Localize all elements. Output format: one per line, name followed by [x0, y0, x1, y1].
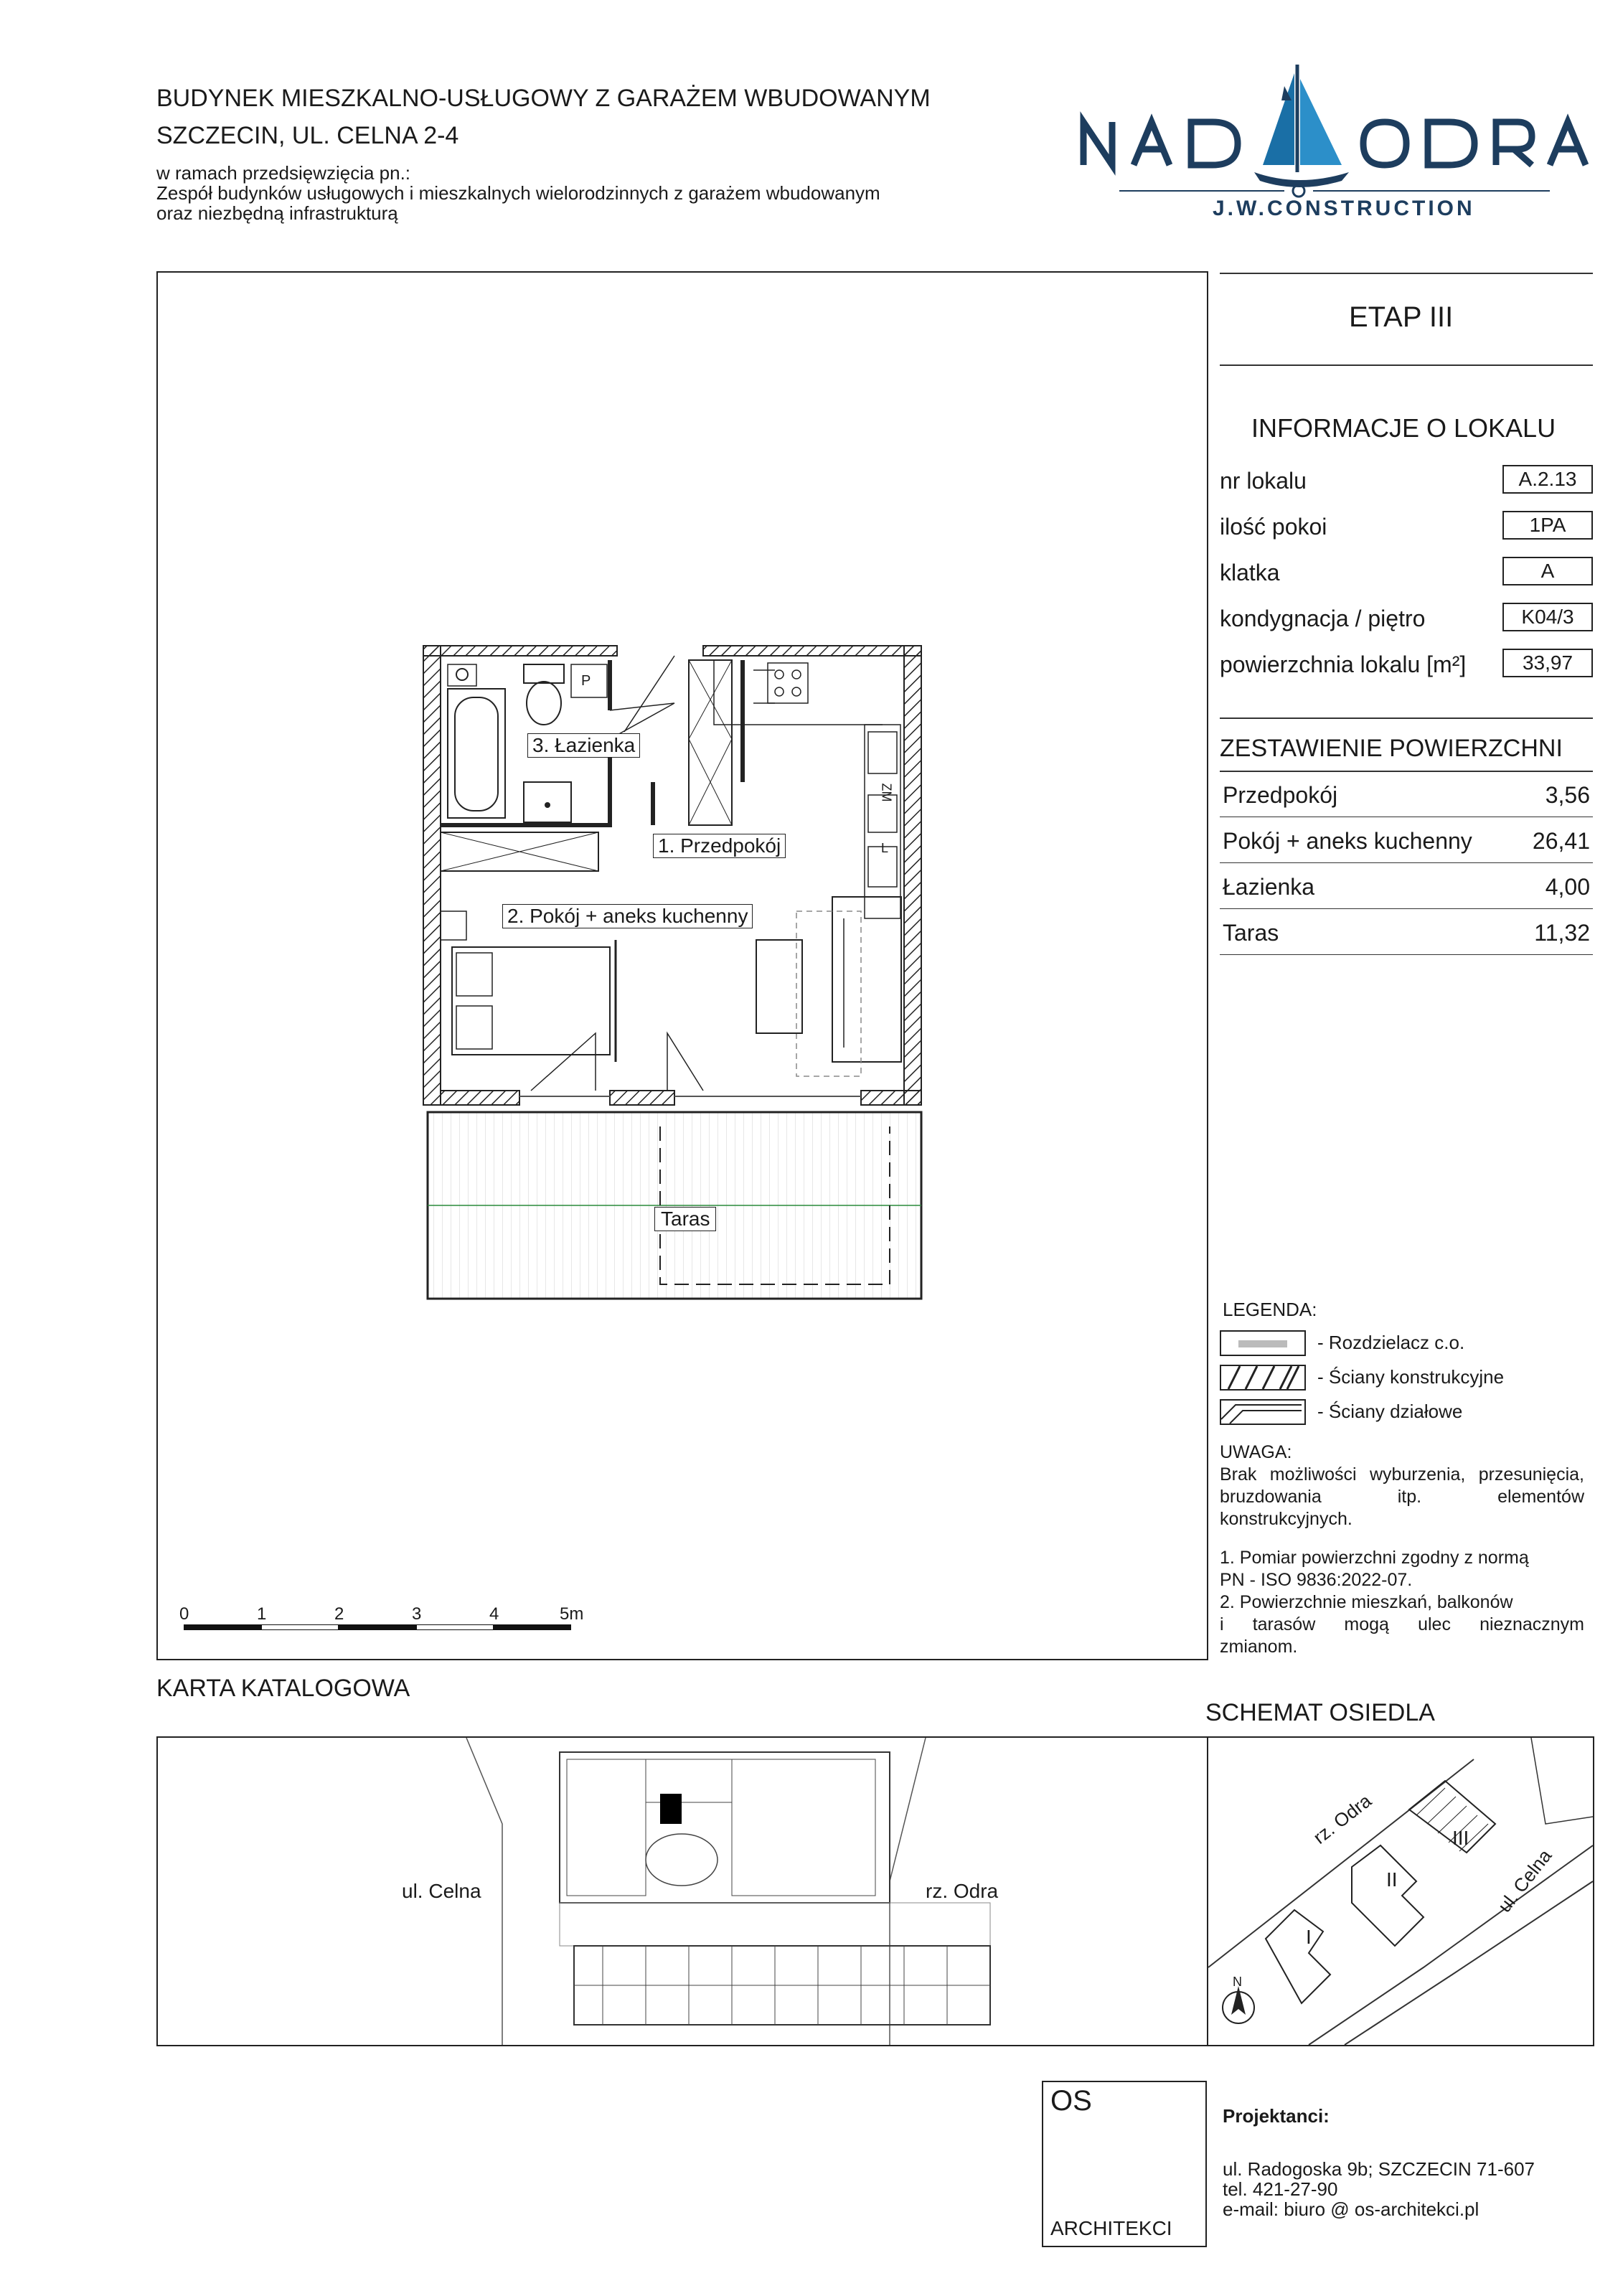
unit-location-marker — [660, 1794, 682, 1824]
wall-segment — [861, 1091, 921, 1105]
area-row-hall: Przedpokój 3,56 — [1223, 782, 1590, 808]
divider — [1220, 364, 1593, 366]
cooktop — [768, 663, 808, 703]
area-row-terrace: Taras 11,32 — [1223, 920, 1590, 946]
fixture-label-zm: ZM — [879, 783, 894, 802]
wall-segment — [610, 1091, 674, 1105]
building-label-iii: III — [1452, 1827, 1469, 1849]
street-label-celna: ul. Celna — [402, 1880, 481, 1902]
info-heading: INFORMACJE O LOKALU — [1251, 413, 1556, 443]
catalog-title: KARTA KATALOGOWA — [156, 1675, 410, 1702]
legend-item-partition-walls: - Ściany działowe — [1220, 1399, 1593, 1428]
info-row-rooms: ilość pokoi 1PA — [1220, 511, 1593, 542]
company-name: J.W.CONSTRUCTION — [1213, 197, 1475, 220]
area-row-room: Pokój + aneks kuchenny 26,41 — [1223, 828, 1590, 854]
room-label-bathroom: 3. Łazienka — [527, 733, 640, 758]
room-label-hall: 1. Przedpokój — [653, 834, 786, 858]
kitchen-sink — [868, 732, 897, 773]
wall-segment — [441, 1091, 519, 1105]
divider — [1220, 771, 1593, 772]
info-row-area: powierzchnia lokalu [m²] 33,97 — [1220, 649, 1593, 680]
area-row-bathroom: Łazienka 4,00 — [1223, 874, 1590, 900]
scheme-title: SCHEMAT OSIEDLA — [1205, 1699, 1435, 1726]
stage-label: ETAP III — [1349, 301, 1454, 333]
structural-wall-top-left — [423, 646, 617, 656]
building-label-ii: II — [1386, 1868, 1398, 1891]
bed — [452, 947, 610, 1055]
toilet — [524, 664, 564, 683]
divider — [1220, 273, 1593, 274]
river-label-odra: rz. Odra — [926, 1880, 999, 1902]
sofa-bed-outline — [796, 911, 861, 1076]
table — [756, 940, 802, 1033]
info-row-staircase: klatka A — [1220, 557, 1593, 588]
staircase-value: A — [1502, 557, 1593, 585]
room-label-living: 2. Pokój + aneks kuchenny — [502, 904, 753, 928]
project-subtitle-line2: Zespół budynków usługowych i mieszkalnych wielorodzinnych z garażem wbudowanym — [156, 182, 880, 204]
kitchen-counter-side — [865, 725, 900, 918]
building-label-i: I — [1306, 1926, 1312, 1948]
site-plan — [158, 1738, 1205, 2045]
area-value: 33,97 — [1502, 649, 1593, 677]
structural-wall-right — [904, 646, 921, 1105]
building-i-outline — [1266, 1910, 1330, 2003]
north-label: N — [1233, 1975, 1242, 1989]
hall-wardrobe — [689, 660, 732, 825]
scheme-street-label: ul. Celna — [1493, 1845, 1556, 1916]
measurement-note: 1. Pomiar powierzchni zgodny z normą PN - ISO 9836:2022-07. 2. Powierzchnie mieszkań, balkonów i tarasów mogą ulec nieznacznym zmianom. — [1220, 1548, 1584, 1657]
project-title-line1: BUDYNEK MIESZKALNO-USŁUGOWY Z GARAŻEM WBUDOWANYM — [156, 85, 931, 112]
architect-logo-top: OS — [1050, 2085, 1092, 2117]
project-title-line2: SZCZECIN, UL. CELNA 2-4 — [156, 122, 459, 149]
warning-note: Brak możliwości wyburzenia, przesunięcia, bruzdowania itp. elementów konstrukcyjnych. — [1220, 1464, 1584, 1529]
structural-wall-left — [423, 646, 441, 1105]
scheme-river-label: rz. Odra — [1309, 1789, 1375, 1848]
legend-item-distributor: - Rozdzielacz c.o. — [1220, 1330, 1593, 1359]
designers-heading: Projektanci: — [1223, 2105, 1330, 2127]
room-label-terrace: Taras — [654, 1207, 716, 1231]
info-row-unit-number: nr lokalu A.2.13 — [1220, 465, 1593, 497]
info-row-floor: kondygnacja / piętro K04/3 — [1220, 603, 1593, 634]
legend-item-structural-walls: - Ściany konstrukcyjne — [1220, 1365, 1593, 1393]
legend-heading: LEGENDA: — [1223, 1299, 1317, 1320]
nad-odra-logo — [1069, 57, 1600, 230]
floor-value: K04/3 — [1502, 603, 1593, 631]
estate-scheme — [1208, 1738, 1593, 2045]
fixture-label-l: L — [881, 841, 889, 855]
notes-heading: UWAGA: — [1220, 1442, 1292, 1462]
structural-wall-top-right — [703, 646, 921, 656]
divider — [1220, 718, 1593, 719]
architect-logo-bottom: ARCHITEKCI — [1050, 2217, 1172, 2239]
project-subtitle-line3: oraz niezbędną infrastrukturą — [156, 202, 398, 224]
architect-email[interactable]: e-mail: biuro @ os-architekci.pl — [1223, 2198, 1479, 2220]
building-ii-outline — [1352, 1845, 1424, 1946]
unit-number-value: A.2.13 — [1502, 465, 1593, 494]
architect-address: ul. Radogoska 9b; SZCZECIN 71-607 — [1223, 2158, 1535, 2180]
areas-heading: ZESTAWIENIE POWIERZCHNI — [1220, 735, 1563, 762]
architect-phone: tel. 421-27-90 — [1223, 2178, 1338, 2200]
rooms-value: 1PA — [1502, 511, 1593, 540]
scale-bar: 0 1 2 3 4 5m — [179, 1603, 581, 1632]
project-subtitle-line1: w ramach przedsięwzięcia pn.: — [156, 162, 411, 184]
fixture-label-p: P — [581, 673, 591, 689]
sofa — [832, 897, 901, 1062]
